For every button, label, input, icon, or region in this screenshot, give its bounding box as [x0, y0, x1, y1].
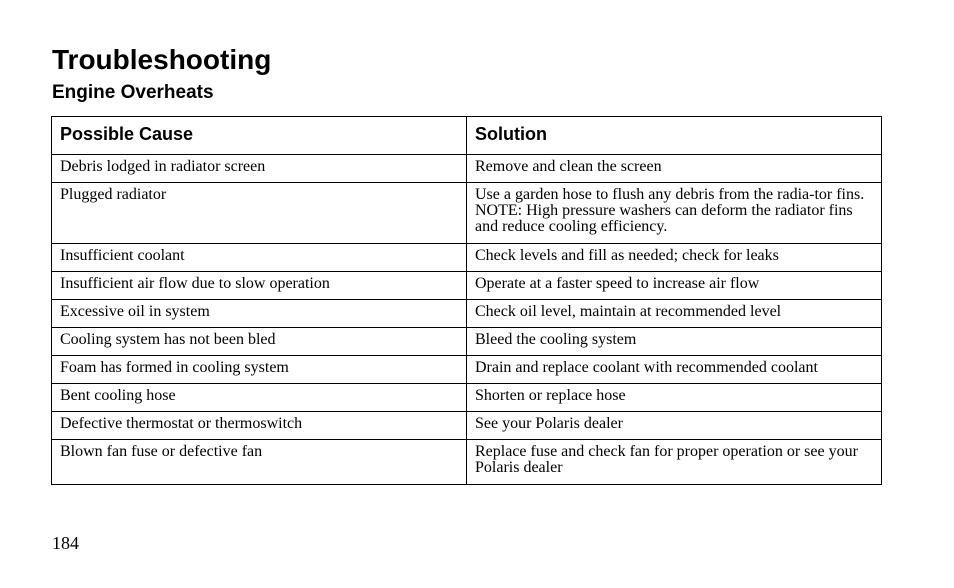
table-row — [52, 183, 882, 244]
cause-cell: Excessive oil in system — [52, 300, 467, 328]
table-row — [52, 440, 882, 485]
solution-cell: Bleed the cooling system — [467, 328, 882, 356]
solution-cell: Check levels and fill as needed; check for leaks — [467, 244, 882, 272]
page-number: 184 — [52, 533, 79, 553]
solution-cell: Check oil level, maintain at recommended level — [467, 300, 882, 328]
table-row — [52, 384, 882, 412]
solution-cell: Shorten or replace hose — [467, 384, 882, 412]
table-row — [52, 155, 882, 183]
solution-cell: Replace fuse and check fan for proper operation or see your Polaris dealer — [467, 440, 882, 485]
section-title: Engine Overheats — [52, 82, 214, 103]
cause-cell: Defective thermostat or thermoswitch — [52, 412, 467, 440]
table-row — [52, 244, 882, 272]
cause-cell: Bent cooling hose — [52, 384, 467, 412]
cause-cell: Insufficient coolant — [52, 244, 467, 272]
cause-cell: Cooling system has not been bled — [52, 328, 467, 356]
column-header-solution: Solution — [467, 117, 882, 155]
cause-cell: Plugged radiator — [52, 183, 467, 244]
cause-cell: Debris lodged in radiator screen — [52, 155, 467, 183]
solution-cell: Operate at a faster speed to increase air flow — [467, 272, 882, 300]
page-title: Troubleshooting — [52, 44, 272, 75]
table-row — [52, 412, 882, 440]
solution-cell: See your Polaris dealer — [467, 412, 882, 440]
solution-cell: Remove and clean the screen — [467, 155, 882, 183]
column-header-possible-cause: Possible Cause — [52, 117, 467, 155]
table-row — [52, 300, 882, 328]
solution-cell: Use a garden hose to flush any debris from the radia-tor fins. NOTE: High pressure washers can deform the radiator fins and reduce cooling efficiency. — [467, 183, 882, 244]
table-row — [52, 272, 882, 300]
cause-cell: Blown fan fuse or defective fan — [52, 440, 467, 485]
table-header-row — [52, 117, 882, 155]
table-row — [52, 328, 882, 356]
cause-cell: Foam has formed in cooling system — [52, 356, 467, 384]
solution-cell: Drain and replace coolant with recommended coolant — [467, 356, 882, 384]
cause-cell: Insufficient air flow due to slow operation — [52, 272, 467, 300]
table-row — [52, 356, 882, 384]
troubleshooting-table — [51, 116, 882, 485]
